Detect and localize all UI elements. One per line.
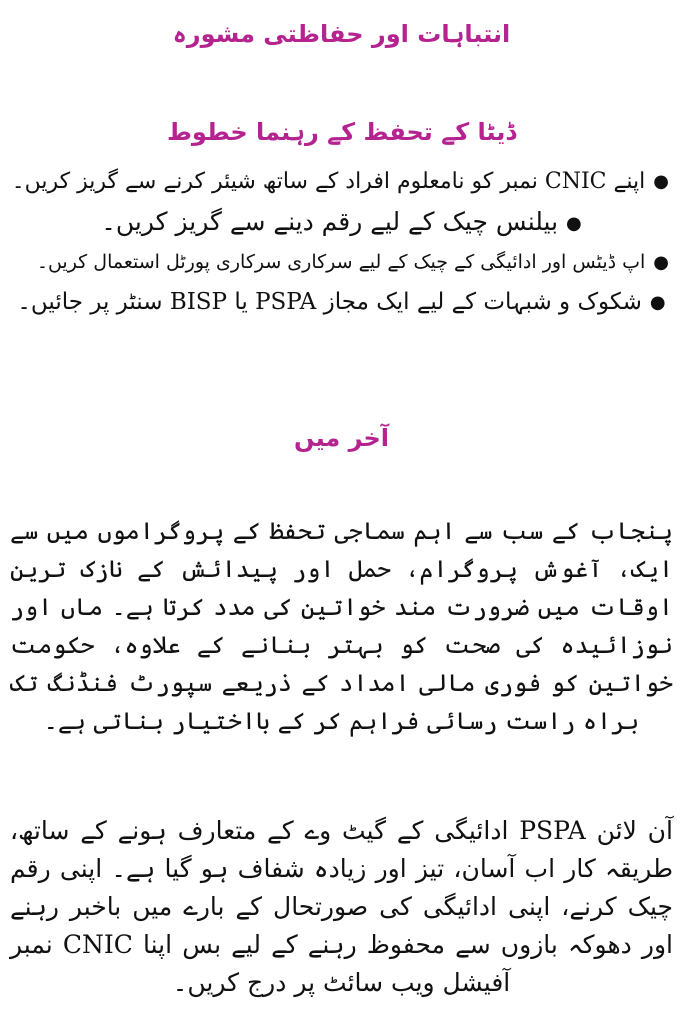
bullet-icon: ● xyxy=(653,171,669,192)
warnings-heading: انتباہات اور حفاظتی مشورہ xyxy=(172,20,511,48)
guidelines-list xyxy=(0,162,683,322)
list-item-text: شکوک و شبہات کے لیے ایک مجاز PSPA یا BISP سنٹر پر جائیں۔ xyxy=(17,289,642,315)
list-item-text: بیلنس چیک کے لیے رقم دینے سے گریز کریں۔ xyxy=(101,207,559,236)
aghosh-program-paragraph: پنجاب کے سب سے اہم سماجی تحفظ کے پروگراموں میں سے ایک، آغوش پروگرام، حمل اور پیدائش کے نازک ترین اوقات میں ضرورت مند خواتین کی مدد کرتا ہے۔ ماں اور نوزائیدہ کی صحت کو بہتر بنانے کے علاوہ، حکومت خواتین کو فوری مالی امداد کے ذریعے سپورٹ فنڈنگ تک براہ راست رسائی فراہم کر کے بااختیار بناتی ہے۔ xyxy=(10,517,673,735)
conclusion-heading: آخر میں xyxy=(293,424,390,452)
bullet-icon: ● xyxy=(653,252,669,273)
list-item-text: اپ ڈیٹس اور ادائیگی کے چیک کے لیے سرکاری سرکاری پورٹل استعمال کریں۔ xyxy=(36,251,646,273)
list-item xyxy=(0,202,683,242)
data-guidelines-heading: ڈیٹا کے تحفظ کے رہنما خطوط xyxy=(166,118,517,146)
pspa-payment-paragraph: آن لائن PSPA ادائیگی کے گیٹ وے کے متعارف ہونے کے ساتھ، طریقہ کار اب آسان، تیز اور زیادہ شفاف ہو گیا ہے۔ اپنی رقم چیک کرنے، اپنی ادائیگی کی صورتحال کے بارے میں باخبر رہنے اور دھوکہ بازوں سے محفوظ رہنے کے لیے بس اپنا CNIC نمبر آفیشل ویب سائٹ پر درج کریں۔ xyxy=(10,816,673,997)
list-item xyxy=(0,282,683,322)
list-item xyxy=(0,162,683,202)
list-item xyxy=(0,242,683,282)
bullet-icon: ● xyxy=(649,292,666,313)
bullet-icon: ● xyxy=(566,212,582,234)
list-item-text: اپنے CNIC نمبر کو نامعلوم افراد کے ساتھ شیئر کرنے سے گریز کریں۔ xyxy=(11,169,646,194)
